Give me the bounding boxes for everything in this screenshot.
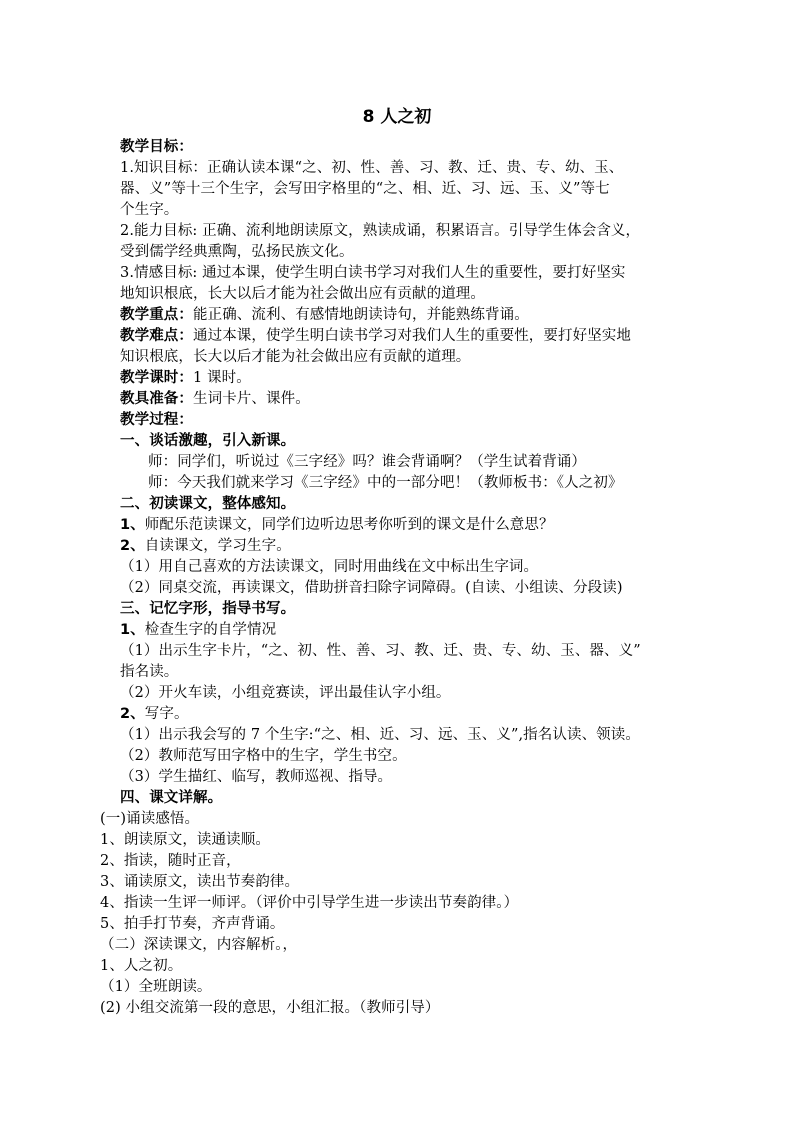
- text-line: [0, 914, 794, 935]
- text-line: [0, 662, 794, 683]
- text-line: [0, 809, 794, 830]
- text-line: [0, 410, 794, 431]
- text-line: [0, 641, 794, 662]
- text-line: [0, 221, 794, 242]
- bold-label: 1、: [120, 622, 145, 638]
- text-line: [0, 305, 794, 326]
- bold-label: 教学目标：: [120, 139, 193, 155]
- text-line: [0, 620, 794, 641]
- line-text: 知识根底，长大以后才能为社会做出应有贡献的道理。: [120, 349, 471, 365]
- line-text: 师：今天我们就来学习《三字经》中的一部分吧！（教师板书：《人之初》: [148, 475, 623, 491]
- line-text: 能正确、流利、有感情地朗读诗句，并能熟练背诵。: [193, 307, 529, 323]
- text-line: [0, 725, 794, 746]
- bold-label: 一、谈话激趣，引入新课。: [120, 433, 296, 449]
- line-text: 自读课文，学习生字。: [144, 538, 291, 554]
- text-line: [0, 242, 794, 263]
- lesson-title: 8 人之初: [362, 107, 432, 127]
- text-line: [0, 767, 794, 788]
- bold-label: 2、: [120, 706, 145, 722]
- line-text: (2) 小组交流第一段的意思，小组汇报。（教师引导）: [100, 1000, 440, 1016]
- text-line: [0, 263, 794, 284]
- text-line: [0, 389, 794, 410]
- text-line: [0, 347, 794, 368]
- text-line: [0, 788, 794, 809]
- line-text: (一)诵读感悟。: [100, 811, 200, 827]
- bold-label: 教学重点：: [120, 307, 193, 323]
- line-text: 1、朗读原文，读通读顺。: [100, 832, 270, 848]
- text-line: [0, 158, 794, 179]
- text-line: [0, 536, 794, 557]
- text-line: [0, 179, 794, 200]
- text-line: [0, 200, 794, 221]
- lesson-body: [0, 137, 794, 1019]
- line-text: 器、义”等十三个生字，会写田字格里的“之、相、近、习、远、玉、义”等七: [120, 181, 610, 197]
- bold-label: 四、课文详解。: [120, 790, 223, 806]
- line-text: （二）深读课文，内容解析。，: [100, 937, 298, 953]
- text-line: [0, 494, 794, 515]
- line-text: 师：同学们，听说过《三字经》吗？谁会背诵啊？（学生试着背诵）: [148, 454, 586, 470]
- line-text: 检查生字的自学情况: [144, 622, 277, 638]
- text-line: [0, 326, 794, 347]
- line-text: （2）开火车读，小组竞赛读，评出最佳认字小组。: [120, 685, 451, 701]
- line-text: 5、拍手打节奏，齐声背诵。: [100, 916, 285, 932]
- line-text: 指名读。: [120, 664, 179, 680]
- text-line: [0, 830, 794, 851]
- line-text: 受到儒学经典熏陶，弘扬民族文化。: [120, 244, 354, 260]
- line-text: （3）学生描红、临写，教师巡视、指导。: [120, 769, 393, 785]
- bold-label: 教学过程：: [120, 412, 193, 428]
- text-line: [0, 452, 794, 473]
- line-text: 师配乐范读课文，同学们边听边思考你听到的课文是什么意思？: [144, 517, 554, 533]
- line-text: （1）全班朗读。: [100, 979, 212, 995]
- line-text: 1、人之初。: [100, 958, 183, 974]
- bold-label: 教学难点：: [120, 328, 193, 344]
- line-text: （1）出示生字卡片，“之、初、性、善、习、教、迁、贵、专、幼、玉、器、义”: [120, 643, 641, 659]
- line-text: 个生字。: [120, 202, 179, 218]
- line-text: （2）同桌交流，再读课文，借助拼音扫除字词障碍。(自读、小组读、分段读): [120, 580, 623, 596]
- text-line: [0, 368, 794, 389]
- line-text: 生词卡片、课件。: [193, 391, 310, 407]
- line-text: （1）用自己喜欢的方法读课文，同时用曲线在文中标出生字词。: [120, 559, 539, 575]
- text-line: [0, 473, 794, 494]
- text-line: [0, 599, 794, 620]
- text-line: [0, 578, 794, 599]
- bold-label: 二、初读课文，整体感知。: [120, 496, 296, 512]
- line-text: 1.知识目标：正确认读本课“之、初、性、善、习、教、迁、贵、专、幼、玉、: [120, 160, 624, 176]
- bold-label: 教具准备：: [120, 391, 193, 407]
- line-text: （1）出示我会写的 7 个生字:“之、相、近、习、远、玉、义”,指名认读、领读。: [120, 727, 640, 743]
- text-line: [0, 137, 794, 158]
- text-line: [0, 998, 794, 1019]
- bold-label: 2、: [120, 538, 145, 554]
- text-line: [0, 935, 794, 956]
- text-line: [0, 431, 794, 452]
- line-text: 4、指读一生评一师评。（评价中引导学生进一步读出节奏韵律。）: [100, 895, 519, 911]
- line-text: 写字。: [144, 706, 189, 722]
- text-line: [0, 893, 794, 914]
- text-line: [0, 683, 794, 704]
- line-text: （2）教师范写田字格中的生字，学生书空。: [120, 748, 407, 764]
- line-text: 通过本课，使学生明白读书学习对我们人生的重要性，要打好坚实地: [193, 328, 631, 344]
- text-line: [0, 872, 794, 893]
- bold-label: 三、记忆字形，指导书写。: [120, 601, 296, 617]
- text-line: [0, 851, 794, 872]
- line-text: 3、诵读原文，读出节奏韵律。: [100, 874, 300, 890]
- line-text: 地知识根底，长大以后才能为社会做出应有贡献的道理。: [120, 286, 485, 302]
- text-line: [0, 746, 794, 767]
- text-line: [0, 284, 794, 305]
- line-text: 1 课时。: [193, 370, 251, 386]
- line-text: 2、指读，随时正音，: [100, 853, 241, 869]
- line-text: 3.情感目标: 通过本课，使学生明白读书学习对我们人生的重要性，要打好坚实: [120, 265, 626, 281]
- text-line: [0, 704, 794, 725]
- bold-label: 教学课时：: [120, 370, 193, 386]
- text-line: [0, 557, 794, 578]
- line-text: 2.能力目标: 正确、流利地朗读原文，熟读成诵，积累语言。引导学生体会含义，: [120, 223, 641, 239]
- text-line: [0, 515, 794, 536]
- text-line: [0, 977, 794, 998]
- text-line: [0, 956, 794, 977]
- bold-label: 1、: [120, 517, 145, 533]
